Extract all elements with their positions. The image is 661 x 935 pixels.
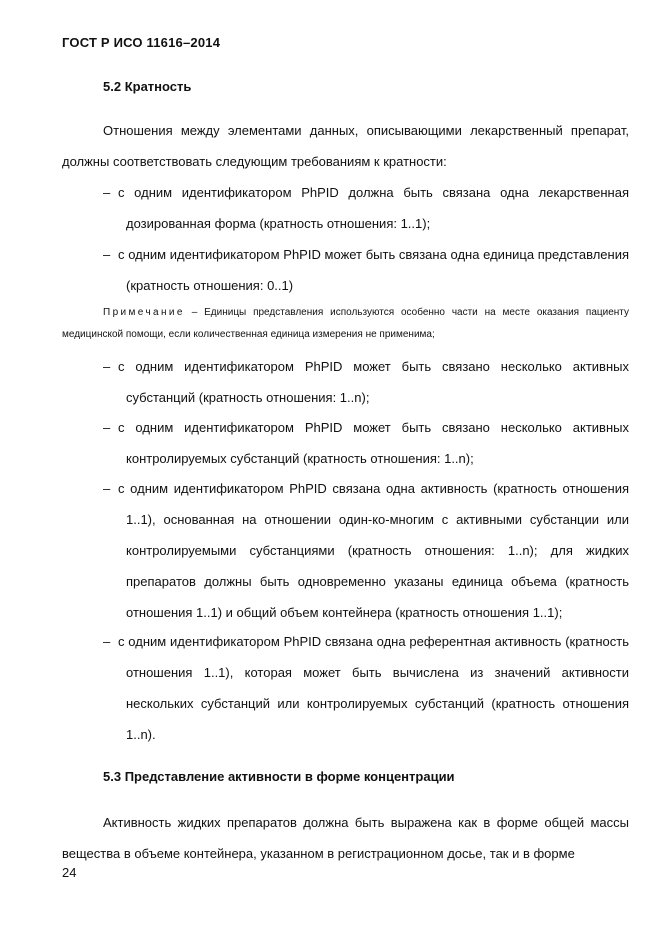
list-item	[103, 412, 629, 474]
section-title: Представление активности в форме концентрации	[124, 769, 455, 784]
list-item-text: с одним идентификатором PhPID может быть связано несколько активных контролируемых субстанций (кратность отношения: 1..n);	[118, 420, 629, 466]
list-item-text: с одним идентификатором PhPID должна быть связана одна лекарственная дозированная форма (кратность отношения: 1..1);	[118, 185, 629, 231]
list-dash: –	[103, 247, 111, 262]
section-title: Кратность	[124, 79, 192, 94]
list-item	[103, 626, 629, 750]
list-item	[103, 473, 629, 628]
list-dash: –	[103, 481, 111, 496]
note-block	[62, 302, 629, 346]
list-item-text: с одним идентификатором PhPID связана одна референтная активность (кратность отношения 1..1), которая может быть вычислена из значений активности нескольких субстанций или контролируемых субстанций (кратность отношения 1..n).	[118, 634, 629, 742]
list-dash: –	[103, 420, 111, 435]
list-dash: –	[103, 359, 111, 374]
section-number: 5.3	[103, 769, 122, 784]
note-label: Примечание	[103, 307, 185, 318]
list-dash: –	[103, 185, 111, 200]
list-item-text: с одним идентификатором PhPID связана одна активность (кратность отношения 1..1), основанная на отношении один-ко-многим с активными субстанции или контролируемыми субстанциями (кратность отношения: 1..n); для жидких препаратов должны быть одновременно указаны единица объема (кратность отношения 1..1) и общий объем контейнера (кратность отношения 1..1);	[118, 481, 629, 620]
list-item	[103, 351, 629, 413]
section-heading-5-3	[103, 769, 455, 784]
list-dash: –	[103, 634, 111, 649]
list-item	[103, 239, 629, 301]
intro-paragraph: Отношения между элементами данных, описывающими лекарственный препарат, должны соответствовать следующим требованиям к кратности:	[62, 123, 629, 169]
page-number: 24	[62, 865, 77, 880]
section-heading-5-2	[103, 79, 191, 94]
list-item-text: с одним идентификатором PhPID может быть связана одна единица представления (кратность отношения: 0..1)	[118, 247, 629, 293]
note-text: – Единицы представления используются особенно части на месте оказания пациенту медицинской помощи, если количественная единица измерения не применима;	[62, 307, 629, 340]
section-5-3-paragraph: Активность жидких препаратов должна быть выражена как в форме общей массы вещества в объеме контейнера, указанном в регистрационном досье, так и в форме	[62, 815, 629, 861]
list-item-text: с одним идентификатором PhPID может быть связано несколько активных субстанций (кратность отношения: 1..n);	[118, 359, 629, 405]
section-number: 5.2	[103, 79, 122, 94]
list-item	[103, 177, 629, 239]
document-header: ГОСТ Р ИСО 11616–2014	[62, 35, 221, 50]
